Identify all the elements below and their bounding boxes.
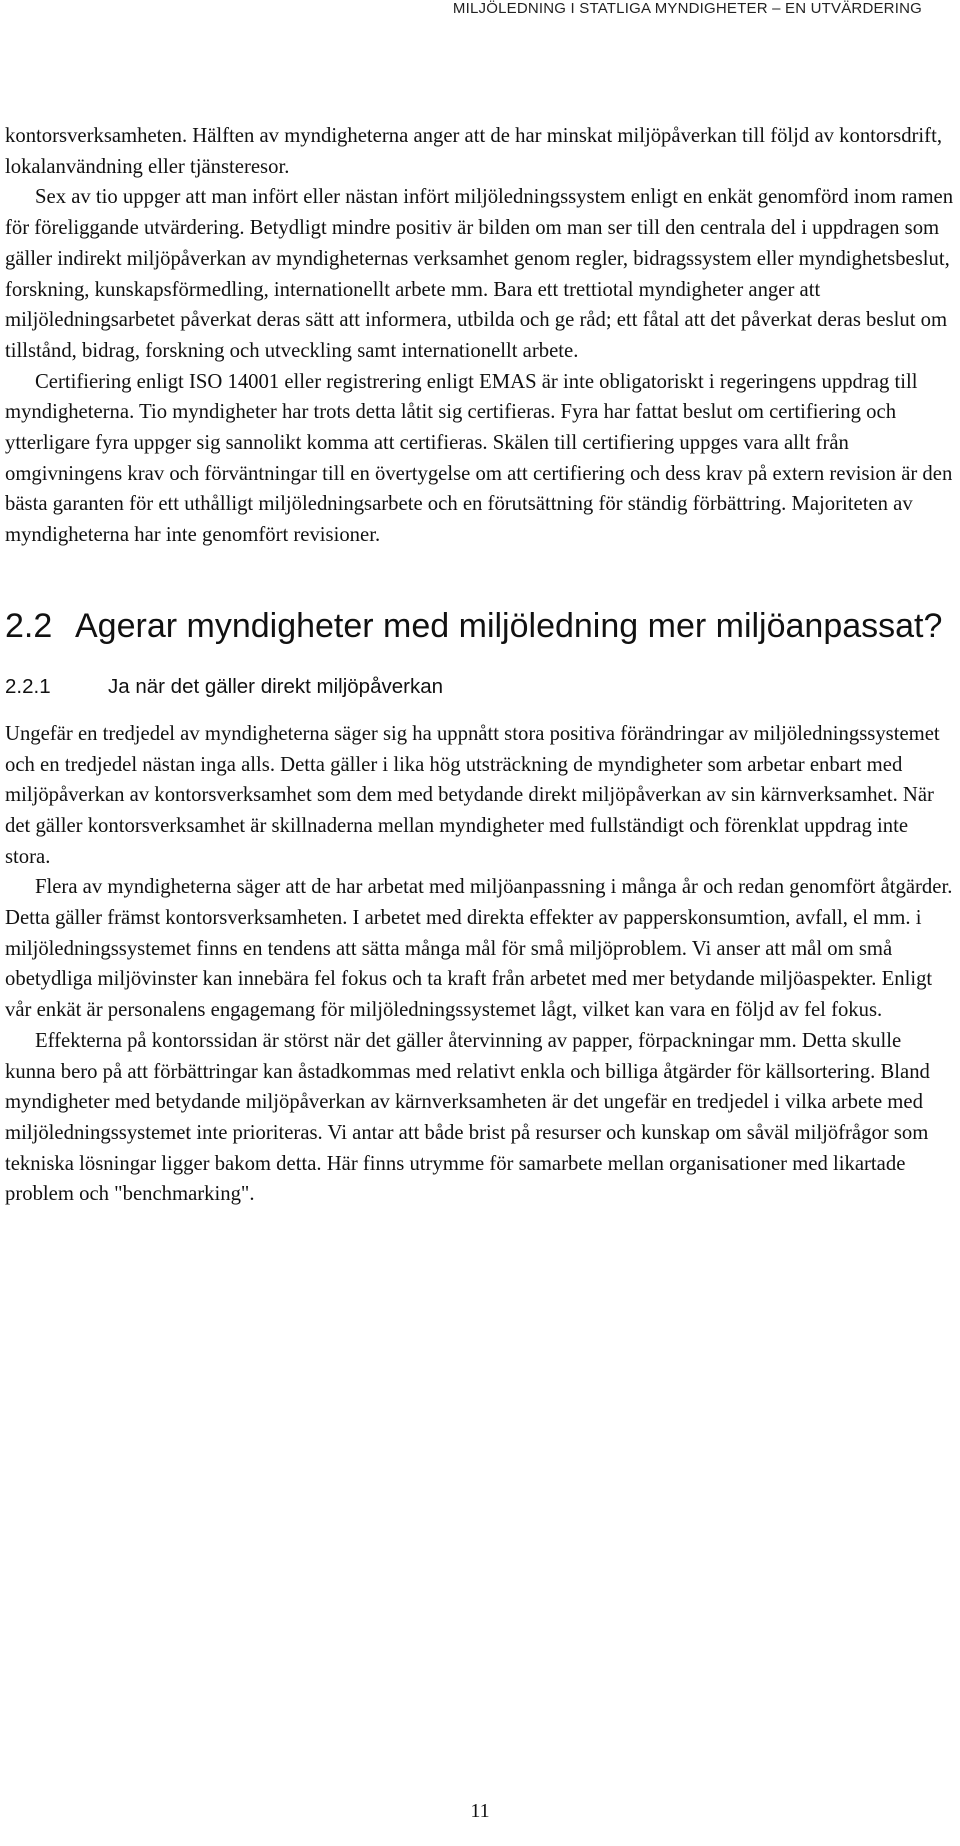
subsection-number: 2.2.1 — [5, 674, 51, 698]
page-number: 11 — [470, 1800, 490, 1822]
section-title: Agerar myndigheter med miljöledning mer miljöanpassat? — [75, 606, 943, 645]
subsection-paragraph-3: Effekterna på kontorssidan är störst när det gäller återvinning av papper, förpackningar mm. Detta skulle kunna bero på att förbättringar kan åstadkommas med relativt enkla och billiga åtgärder för källsortering. Bland myndigheter med betydande miljöpåverkan av kärnverksamheten är det ungefär en tredjedel i vilka arbete med miljöledningssystemet inte prioriteras. Vi antar att både brist på resurser och kunskap om såväl miljöfrågor som tekniska lösningar ligger bakom detta. Här finns utrymme för samarbete mellan organisationer med likartade problem och "benchmarking". — [5, 1029, 930, 1206]
body-paragraph-3: Certifiering enligt ISO 14001 eller registrering enligt EMAS är inte obligatoriskt i regeringens uppdrag till myndigheterna. Tio myndigheter har trots detta låtit sig certifieras. Fyra har fattat beslut om certifiering och ytterligare fyra uppger sig sannolikt komma att certifieras. Skälen till certifiering uppges vara allt från omgivningens krav och förväntningar till en övertygelse om att certifiering och dess krav på extern revision är den bästa garanten för ett uthålligt miljöledningsarbete och en förutsättning för ständig förbättring. Majoriteten av myndigheterna har inte genomfört revisioner. — [5, 370, 953, 547]
subsection-heading — [5, 673, 955, 701]
subsection-paragraph-1: Ungefär en tredjedel av myndigheterna säger sig ha uppnått stora positiva förändringar av miljöledningssystemet och en tredjedel nästan inga alls. Detta gäller i lika hög utsträckning de myndigheter som arbetar enbart med miljöpåverkan av kontorsverksamhet som dem med betydande direkt miljöpåverkan av sin kärnverksamhet. När det gäller kontorsverksamhet är skillnaderna mellan myndigheter med fullständigt och förenklat uppdrag inte stora. — [5, 722, 940, 868]
section-heading — [5, 605, 955, 647]
body-paragraph-1: kontorsverksamheten. Hälften av myndigheterna anger att de har minskat miljöpåverkan till följd av kontorsdrift, lokalanvändning eller tjänsteresor. — [5, 125, 942, 178]
section-number: 2.2 — [5, 606, 53, 645]
subsection-title: Ja när det gäller direkt miljöpåverkan — [108, 674, 443, 698]
body-paragraph-2: Sex av tio uppger att man infört eller nästan infört miljöledningssystem enligt en enkät genomförd inom ramen för föreliggande utvärdering. Betydligt mindre positiv är bilden om man ser till den centrala del i uppdragen som gäller indirekt miljöpåverkan av myndigheternas verksamhet genom regler, bidragssystem eller myndighetsbeslut, forskning, kunskapsförmedling, internationellt arbete mm. Bara ett trettiotal myndigheter anger att miljöledningsarbetet påverkat deras sätt att informera, utbilda och ge råd; ett fåtal att det påverkat deras beslut om tillstånd, bidrag, forskning och utveckling samt internationellt arbete. — [5, 186, 954, 362]
page-content — [5, 121, 955, 1210]
running-header: MILJÖLEDNING I STATLIGA MYNDIGHETER – EN UTVÄRDERING — [452, 0, 922, 17]
subsection-paragraph-2: Flera av myndigheterna säger att de har arbetat med miljöanpassning i många år och redan genomfört åtgärder. Detta gäller främst kontorsverksamheten. I arbetet med direkta effekter av papperskonsumtion, avfall, el mm. i miljöledningssystemet finns en tendens att sätta många mål för små miljöproblem. Vi anser att mål om små obetydliga miljövinster kan innebära fel fokus och ta kraft från arbetet med mer betydande miljöaspekter. Enligt vår enkät är personalens engagemang för miljöledningssystemet lågt, vilket kan vara en följd av fel fokus. — [5, 876, 953, 1022]
